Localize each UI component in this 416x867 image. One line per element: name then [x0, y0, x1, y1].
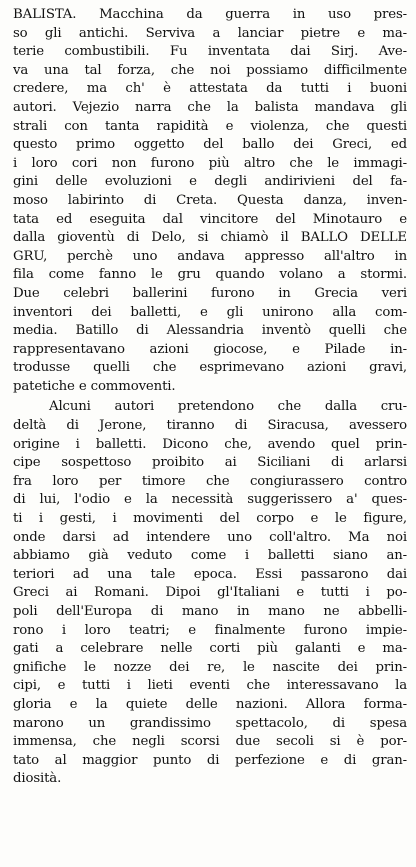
text-line: so gli antichi. Serviva a lanciar pietre e ma-	[13, 25, 407, 41]
text-line: abbiamo già veduto come i balletti siano an-	[13, 548, 407, 564]
text-line: immensa, che negli scorsi due secoli si è por-	[13, 734, 407, 750]
text-line: dalla gioventù di Delo, si chiamò il BALLO DELLE	[13, 230, 407, 246]
text-line: media. Batillo di Alessandria inventò quelli che	[13, 323, 407, 339]
text-line: credere, ma ch' è attestata da tutti i buoni	[13, 81, 407, 97]
paragraph-balista	[13, 6, 407, 396]
text-line: gnifiche le nozze dei re, le nascite dei prin-	[13, 659, 407, 675]
text-line: cipe sospettoso proibito ai Siciliani di arlarsi	[13, 455, 407, 471]
text-line: diosità.	[13, 771, 62, 787]
text-line: i loro cori non furono più altro che le immagi-	[13, 155, 407, 171]
text-line: patetiche e commoventi.	[13, 378, 176, 394]
text-line: trodusse quelli che esprimevano azioni gravi,	[13, 360, 407, 376]
text-line: va una tal forza, che noi possiamo difficilmente	[13, 62, 407, 78]
text-line: cipi, e tutti i lieti eventi che interessavano la	[13, 678, 407, 694]
text-line: BALISTA. Macchina da guerra in uso pres-	[13, 7, 407, 22]
text-line: Due celebri ballerini furono in Grecia veri	[13, 285, 407, 301]
text-line: marono un grandissimo spettacolo, di spesa	[13, 715, 407, 731]
text-line: teriori ad una tale epoca. Essi passarono dai	[13, 566, 407, 582]
text-line: inventori dei balletti, e gli unirono alla com-	[13, 304, 407, 320]
text-line: tata ed eseguita dal vincitore del Minotauro e	[13, 211, 407, 227]
text-line: origine i balletti. Dicono che, avendo quel prin-	[13, 436, 407, 452]
text-line: gini delle evoluzioni e degli andirivieni del fa-	[13, 174, 407, 190]
text-line: rono i loro teatri; e finalmente furono impie-	[13, 622, 407, 638]
text-line: gati a celebrare nelle corti più galanti e ma-	[13, 641, 407, 657]
text-line: questo primo oggetto del ballo dei Greci, ed	[13, 137, 407, 153]
text-line: tato al maggior punto di perfezione e di gran-	[13, 752, 407, 768]
text-line: GRU, perchè uno andava appresso all'altro in	[13, 248, 407, 264]
text-line: moso labirinto di Creta. Questa danza, inven-	[13, 192, 407, 208]
text-line: onde darsi ad intendere uno coll'altro. Ma noi	[13, 529, 407, 545]
text-line: di lui, l'odio e la necessità suggerissero a' ques-	[13, 492, 407, 508]
text-line: poli dell'Europa di mano in mano ne abbelli-	[13, 604, 407, 619]
text-line: fra loro per timore che congiurassero contro	[13, 473, 407, 489]
text-line: strali con tanta rapidità e violenza, che questi	[13, 118, 407, 134]
text-line: fila come fanno le gru quando volano a stormi.	[13, 267, 407, 283]
text-column	[13, 6, 407, 789]
text-line: rappresentavano azioni giocose, e Pilade in-	[13, 341, 407, 357]
text-line: gloria e la quiete delle nazioni. Allora forma-	[13, 696, 407, 712]
text-line: deltà di Jerone, tiranno di Siracusa, avessero	[13, 418, 407, 434]
text-line: terie combustibili. Fu inventata dai Sirj. Ave-	[13, 44, 407, 60]
paragraph-balletti	[13, 398, 407, 788]
text-line: Alcuni autori pretendono che dalla cru-	[49, 399, 407, 415]
text-line: ti i gesti, i movimenti del corpo e le figure,	[13, 511, 407, 527]
text-line: Greci ai Romani. Dipoi gl'Italiani e tutti i po-	[13, 585, 407, 601]
text-line: autori. Vejezio narra che la balista mandava gli	[13, 99, 407, 115]
